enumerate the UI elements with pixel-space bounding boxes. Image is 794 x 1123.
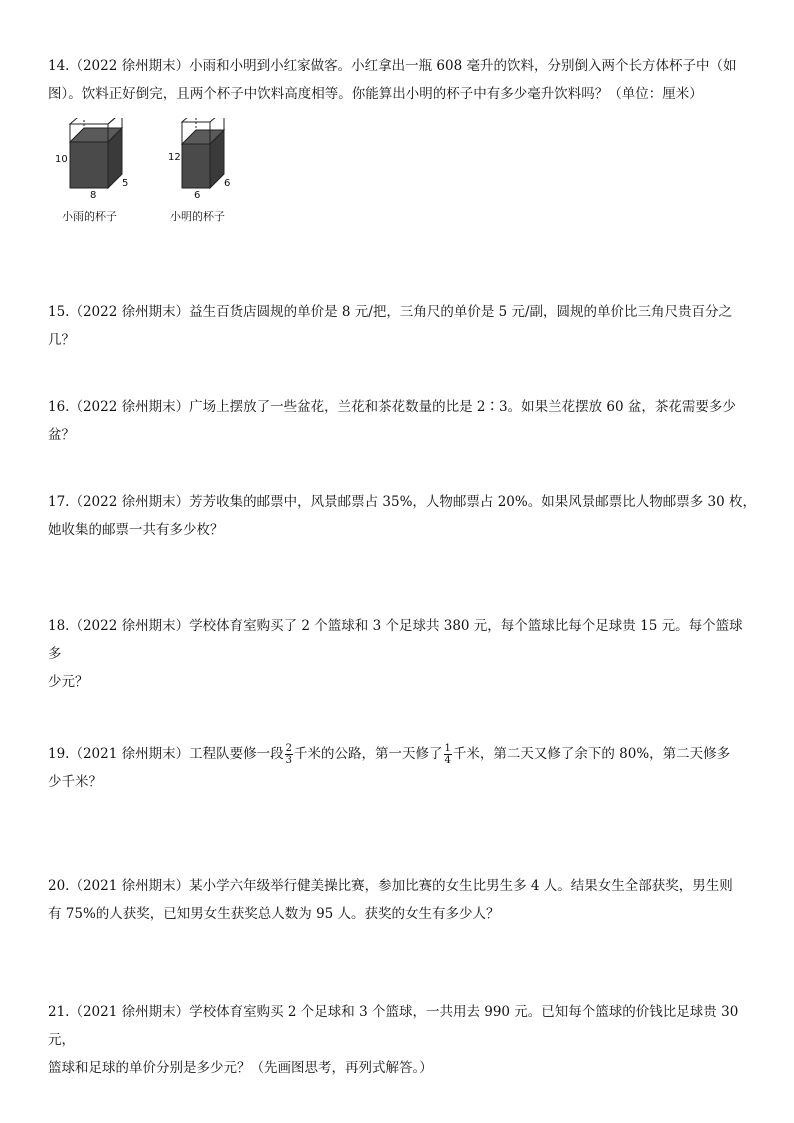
- cup1-label: 小雨的杯子: [62, 210, 117, 223]
- fraction-numerator: 2: [285, 743, 292, 754]
- question-16-line1: 16.（2022 徐州期末）广场上摆放了一些盆花，兰花和茶花数量的比是 2∶3。如果兰花摆放 60 盆，茶花需要多少盆？: [48, 399, 736, 443]
- question-20-line2: 有 75%的人获奖，已知男女生获奖总人数为 95 人。获奖的女生有多少人？: [48, 906, 500, 922]
- fraction-two-thirds: [285, 743, 293, 766]
- question-14-line1: 14.（2022 徐州期末）小雨和小明到小红家做客。小红拿出一瓶 608 毫升的饮料，分别倒入两个长方体杯子中（如: [48, 58, 737, 74]
- cup2-label: 小明的杯子: [170, 210, 225, 223]
- question-19-mid: 千米的公路，第一天修了: [294, 746, 443, 762]
- question-19-line2: 少千米？: [48, 774, 102, 790]
- question-19-line1: [48, 740, 756, 768]
- question-19-pre: 19.（2021 徐州期末）工程队要修一段: [48, 746, 284, 762]
- question-14: [48, 52, 756, 108]
- cup-xiaoming: [182, 118, 224, 188]
- cup2-height: 12: [168, 152, 181, 163]
- cup1-height: 10: [55, 154, 68, 165]
- question-18: [48, 612, 756, 696]
- question-15: [48, 298, 756, 354]
- cups-figure: [52, 118, 252, 228]
- question-21-line1: 21.（2021 徐州期末）学校体育室购买 2 个足球和 3 个篮球，一共用去 990 元。已知每个篮球的价钱比足球贵 30 元，: [48, 1004, 739, 1048]
- cups-diagram: [52, 118, 252, 198]
- cup1-width: 5: [122, 178, 129, 189]
- fraction-denominator: 4: [444, 755, 451, 766]
- cup1-length: 8: [90, 190, 97, 201]
- question-17-line1: 17.（2022 徐州期末）芳芳收集的邮票中，风景邮票占 35%，人物邮票占 20%。如果风景邮票比人物邮票多 30 枚，: [48, 494, 756, 510]
- question-19-post: 千米，第二天又修了余下的 80%，第二天修多: [452, 746, 731, 762]
- fraction-denominator: 3: [285, 755, 292, 766]
- question-14-line2: 图）。饮料正好倒完，且两个杯子中饮料高度相等。你能算出小明的杯子中有多少毫升饮料吗？（单位：厘米）: [48, 86, 703, 102]
- cup2-width: 6: [224, 178, 231, 189]
- question-16: [48, 393, 756, 449]
- fraction-one-quarter: [444, 743, 452, 766]
- question-15-line1: 15.（2022 徐州期末）益生百货店圆规的单价是 8 元/把，三角尺的单价是 5 元/副，圆规的单价比三角尺贵百分之几？: [48, 304, 733, 348]
- question-17: [48, 488, 756, 544]
- question-20: [48, 872, 756, 928]
- question-18-line1: 18.（2022 徐州期末）学校体育室购买了 2 个篮球和 3 个足球共 380 元，每个篮球比每个足球贵 15 元。每个篮球多: [48, 618, 743, 662]
- question-20-line1: 20.（2021 徐州期末）某小学六年级举行健美操比赛，参加比赛的女生比男生多 4 人。结果女生全部获奖，男生则: [48, 878, 733, 894]
- cup-xiaoyu: [70, 118, 122, 188]
- cup2-length: 6: [194, 190, 201, 201]
- question-17-line2: 她收集的邮票一共有多少枚？: [48, 522, 224, 538]
- question-21-line2: 篮球和足球的单价分别是多少元？（先画图思考，再列式解答。）: [48, 1060, 433, 1076]
- question-21: [48, 998, 756, 1082]
- fraction-numerator: 1: [444, 743, 451, 754]
- question-19: [48, 740, 756, 796]
- question-18-line2: 少元？: [48, 674, 89, 690]
